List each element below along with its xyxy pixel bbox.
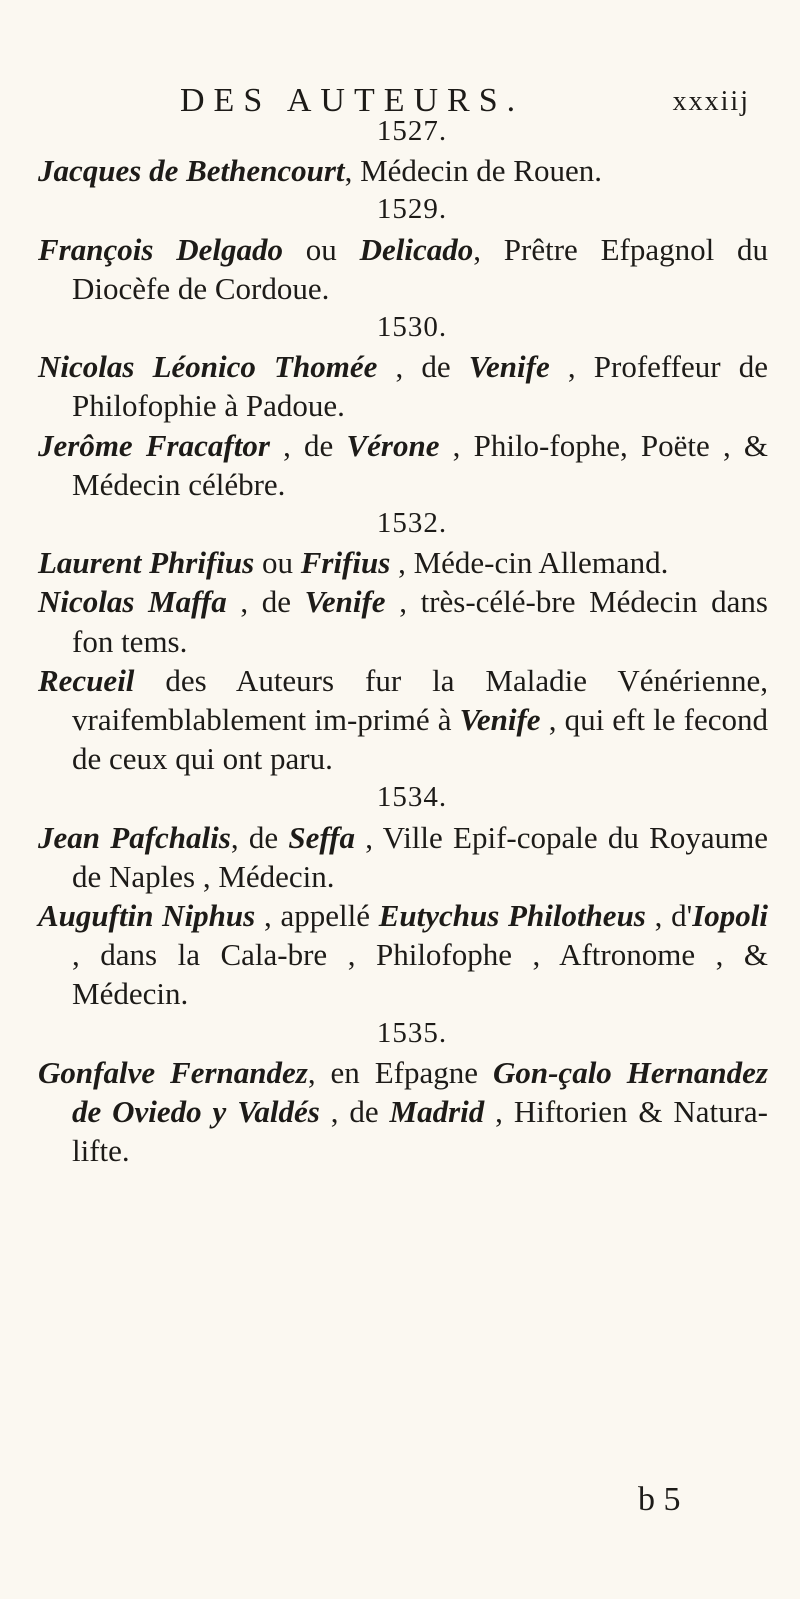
author-entry [38,426,768,504]
year-heading: 1530. [376,311,448,344]
signature-mark: b 5 [638,1481,681,1518]
place-name: Venife [304,584,386,620]
author-entry [38,661,768,779]
entry-text: ou [254,545,301,581]
entry-text: , Profeffeur de Philofophie à Padoue. [72,349,768,424]
author-entry [38,151,768,190]
entry-text: , Prêtre Efpagnol du Diocèfe de Cordoue. [72,231,769,306]
author-name: Nicolas Léonico Thomée [38,349,378,385]
entry-text: , de [377,349,469,385]
entry-text: , de [319,1094,390,1130]
author-entry [38,582,768,660]
year-heading: 1535. [376,1016,448,1049]
author-entry [38,1053,768,1171]
entry-text: ou [282,231,360,267]
place-name: Venife [459,702,541,738]
author-entry [38,347,768,425]
author-name: Jerôme Fracaftor [38,427,270,463]
body-text [38,112,768,1170]
author-name: Nicolas Maffa [38,584,227,620]
author-alias: Gon-çalo Hernandez de Oviedo y Valdés [72,1054,768,1130]
entry-text: des Auteurs fur la Maladie Vénérienne, vraifemblablement im-primé à [72,662,768,738]
entry-text: , en Efpagne [307,1054,493,1090]
author-name: Auguftin Niphus [38,898,256,934]
author-name: François Delgado [38,231,283,267]
year-heading: 1529. [376,193,448,226]
entry-text: , de [269,427,347,463]
author-name: Laurent Phrifius [38,545,255,581]
entry-text: , très-célé-bre Médecin dans fon tems. [72,584,768,659]
entry-text: , dans la Cala-bre , Philofophe , Aftronome , & Médecin. [72,937,768,1012]
entry-text: , Philo-fophe, Poëte , & Médecin célébre. [72,427,769,502]
place-name: Venife [468,349,550,385]
entry-text: , de [230,819,289,855]
work-title: Recueil [38,662,135,698]
entry-text: , qui eft le fecond de ceux qui ont paru. [72,702,768,777]
entry-text: , Médecin de Rouen. [344,153,602,189]
entry-text: , Méde-cin Allemand. [390,545,669,581]
year-heading: 1534. [376,781,448,814]
year-heading: 1527. [376,115,448,147]
page-number: xxxiij [672,86,750,117]
place-name: Seffa [288,819,355,855]
entry-text: , appellé [255,898,379,934]
author-name: Jacques de Bethencourt [38,153,345,189]
entry-text: , Ville Epif-copale du Royaume de Naples , Médecin. [72,819,768,894]
author-alias: Eutychus Philotheus [378,898,646,934]
author-entry [38,896,768,1014]
place-name: Madrid [389,1094,485,1130]
entry-text: , d' [645,898,693,934]
author-name: Jean Pafchalis [38,819,231,855]
author-name: Gonfalve Fernandez [38,1054,308,1090]
author-alt-name: Frifius [300,545,391,581]
author-entry [38,818,768,896]
author-entry [38,543,768,582]
year-heading: 1532. [376,507,448,540]
place-name: Iopoli [692,898,768,934]
place-name: Vérone [346,427,440,463]
author-entry [38,230,768,308]
entry-text: , Hiftorien & Natura-lifte. [72,1094,768,1169]
entry-text: , de [226,584,305,620]
running-title: DES AUTEURS. [180,82,525,119]
author-alt-name: Delicado [359,231,474,267]
